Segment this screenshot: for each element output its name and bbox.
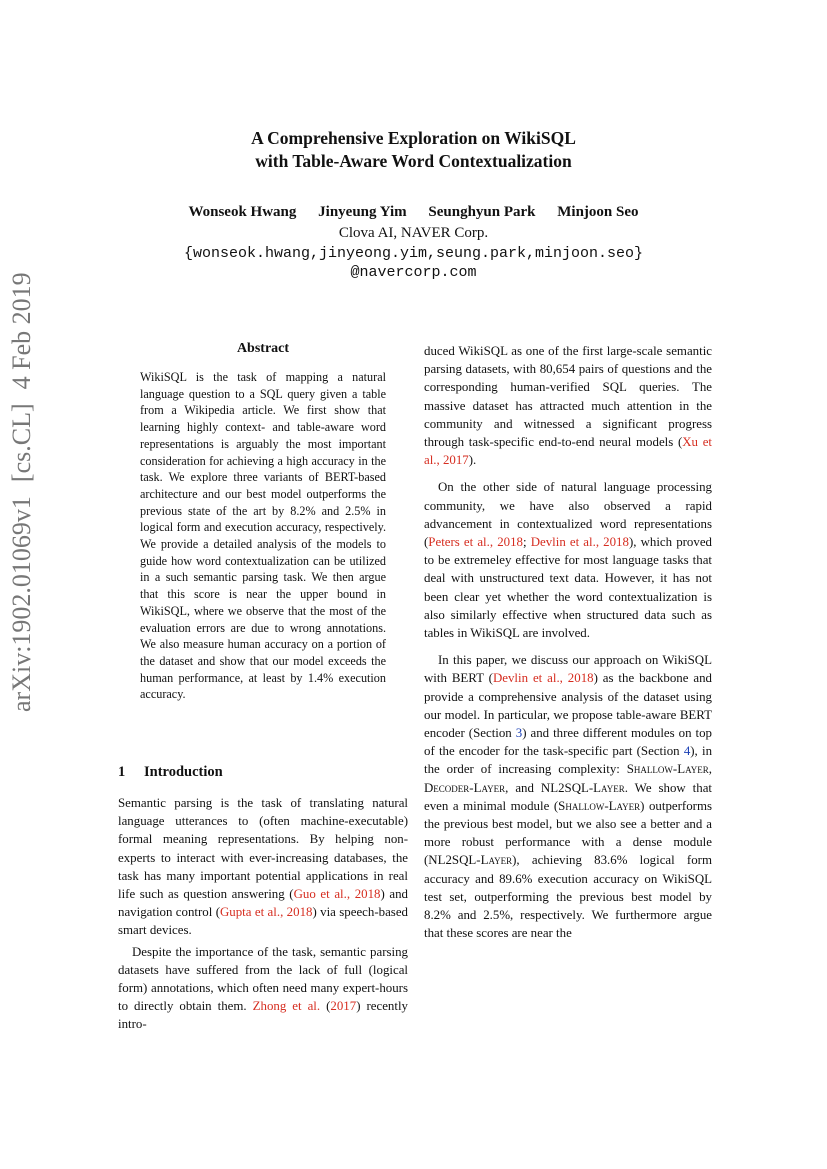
section-title: Introduction — [144, 764, 223, 780]
section-reference-link[interactable]: 4 — [683, 744, 691, 759]
intro-right-column — [424, 342, 712, 943]
arxiv-category: [cs.CL] — [7, 403, 36, 483]
author-emails: {wonseok.hwang,jinyeong.yim,seung.park,minjoon.seo} — [183, 245, 644, 262]
citation-link[interactable]: Xu et al., 2017 — [424, 435, 712, 468]
citation-link[interactable]: Peters et al., 2018 — [428, 535, 523, 550]
intro-left-column — [118, 794, 408, 1034]
section-heading-introduction — [118, 764, 223, 781]
citation-link[interactable]: Devlin et al., 2018 — [530, 535, 629, 550]
paper-title-line-1: A Comprehensive Exploration on WikiSQL — [251, 128, 576, 148]
author-email-domain: @navercorp.com — [350, 264, 477, 281]
citation-link[interactable]: Guo et al., 2018 — [293, 887, 381, 902]
abstract-text: WikiSQL is the task of mapping a natural language question to a SQL query given a table from a Wikipedia article. We first show that learning highly context- and table-aware word representations is arguably the most important consideration for achieving a high accuracy in the task. We explore three variants of BERT-based architecture and our best model outperforms the previous state of the art by 8.2% and 2.5% in logical form and execution accuracy, respectively. We provide a detailed analysis of the models to guide how word contextualization can be utilized in a such semantic parsing task. We then argue that this score is near the upper bound in WikiSQL, where we observe that the most of the evaluation errors are due to wrong annotations. We also measure human accuracy on a portion of the dataset and show that our model exceeds the human performance, at least by 1.4% execution accuracy. — [140, 370, 386, 702]
section-number: 1 — [118, 764, 126, 780]
author-name: Wonseok Hwang — [188, 204, 297, 220]
arxiv-date: 4 Feb 2019 — [7, 272, 36, 390]
author-name: Minjoon Seo — [557, 204, 639, 220]
intro-paragraph-1: Semantic parsing is the task of translating natural language utterances to (often machine-executable) formal meaning representations. By helping non-experts to interact with ever-increasing databases, the task has many important potential applications in real life such as question answering (Guo et al., 2018) and navigation control (Gupta et al., 2018) via speech-based smart devices. — [118, 796, 409, 938]
right-paragraph-1: duced WikiSQL as one of the first large-scale semantic parsing datasets, with 80,654 pairs of questions and the corresponding human-verified SQL queries. The massive dataset has attracted much attention in the community and witnessed a significant progress through task-specific end-to-end neural models (Xu et al., 2017). — [424, 344, 712, 468]
paper-title-line-2: with Table-Aware Word Contextualization — [255, 151, 572, 171]
author-list — [0, 204, 827, 221]
arxiv-id: arXiv:1902.01069v1 — [7, 496, 36, 712]
intro-paragraph-2: Despite the importance of the task, semantic parsing datasets have suffered from the lack of full (logical form) annotations, which often need many expert-hours to directly obtain them. Zhong et al. (2017) recently intro- — [118, 944, 408, 1032]
author-name: Seunghyun Park — [428, 204, 536, 220]
citation-link[interactable]: 2017 — [330, 999, 357, 1014]
right-paragraph-2: On the other side of natural language processing community, we have also observed a rapid advancement in contextualized word representations (Peters et al., 2018; Devlin et al., 2018), which proved to be extremeley effective for most language tasks that deal with unstructured text data. However, it has not been clear yet whether the word contextualization is also similarly effective when structured data such as tables in WikiSQL are involved. — [424, 480, 712, 641]
citation-link[interactable]: Devlin et al., 2018 — [492, 671, 594, 686]
arxiv-stamp — [5, 272, 39, 712]
right-paragraph-3: In this paper, we discuss our approach on WikiSQL with BERT (Devlin et al., 2018) as the backbone and provide a comprehensive analysis of the dataset using our model. In particular, we propose table-aware BERT encoder (Section 3) and three different modules on top of the encoder for the task-specific part (Section 4), in the order of increasing complexity: Shallow-Layer, Decoder-Layer, and NL2SQL-Layer. We show that even a minimal module (Shallow-Layer) outperforms the previous best model, but we also see a better and a more robust performance with a dense module (NL2SQL-Layer), achieving 83.6% logical form accuracy and 89.6% execution accuracy on WikiSQL test set, outperforming the previous best model by 8.2% and 2.5%, respectively. We furthermore argue that these scores are near the — [424, 653, 713, 941]
author-name: Jinyeung Yim — [318, 204, 407, 220]
citation-link[interactable]: Zhong et al. — [252, 999, 321, 1014]
affiliation: Clova AI, NAVER Corp. — [338, 225, 489, 241]
citation-link[interactable]: Gupta et al., 2018 — [219, 905, 313, 920]
section-reference-link[interactable]: 3 — [515, 726, 523, 741]
abstract-heading: Abstract — [236, 341, 290, 356]
